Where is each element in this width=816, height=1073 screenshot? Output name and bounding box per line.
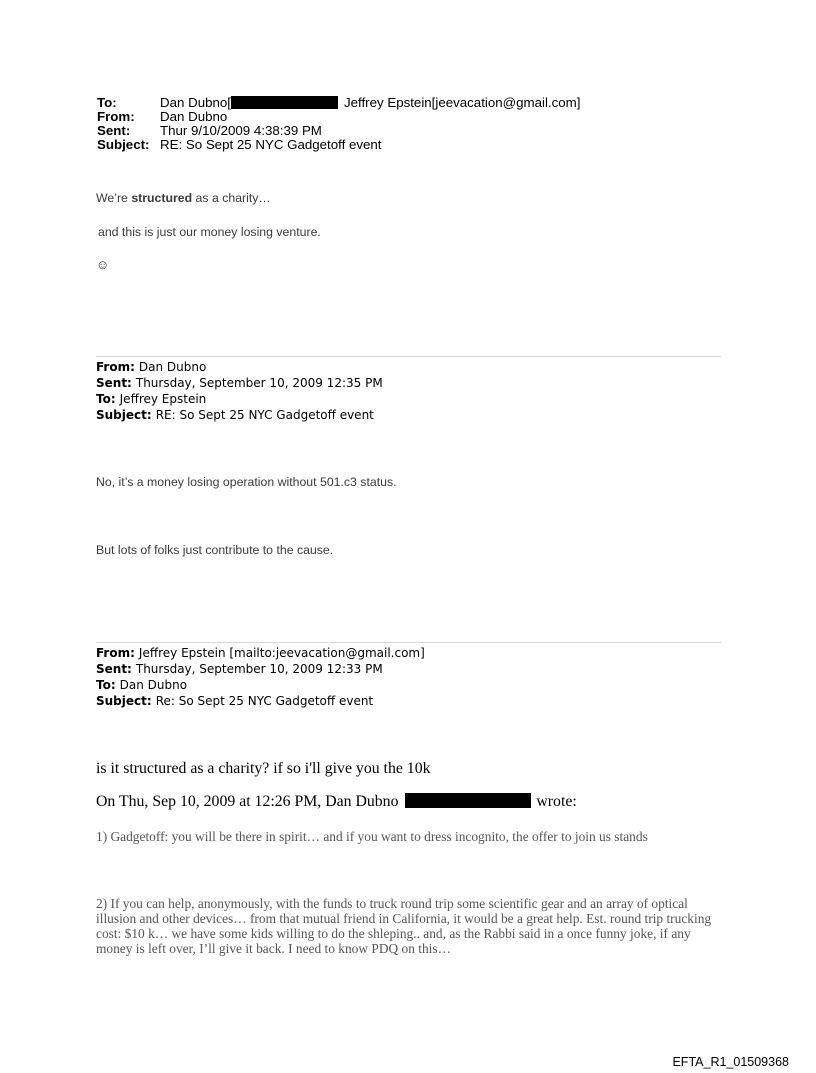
quote1-sent-value: Thursday, September 10, 2009 12:35 PM (135, 376, 383, 390)
quote1-subject-label: Subject: (96, 408, 152, 422)
quote1-line-1: No, it’s a money losing operation without 501.c3 status. (96, 475, 397, 489)
header-subject-row (97, 138, 580, 152)
quote2-from-value: Jeffrey Epstein [mailto:jeevacation@gmail.com] (138, 646, 425, 660)
quote2-to-value: Dan Dubno (119, 678, 188, 692)
quote1-from-value: Dan Dubno (138, 360, 207, 374)
quote2-sent-label: Sent: (96, 662, 132, 676)
subject-value: RE: So Sept 25 NYC Gadgetoff event (160, 137, 382, 152)
quote1-to-row (96, 391, 383, 407)
quote1-sent-row (96, 375, 383, 391)
quote2-header (96, 645, 425, 709)
quote2-from-label: From: (96, 646, 135, 660)
redaction-bar (231, 96, 338, 109)
body-line-1-prefix: We’re (96, 191, 132, 205)
from-value: Dan Dubno (160, 109, 228, 124)
sent-label: Sent: (97, 123, 131, 138)
to-rest: Jeffrey Epstein[jeevacation@gmail.com] (343, 95, 581, 110)
sent-value: Thur 9/10/2009 4:38:39 PM (160, 123, 322, 138)
quote2-sent-row (96, 661, 425, 677)
header-to-row (97, 96, 580, 110)
quote2-from-row (96, 645, 425, 661)
quote1-to-value: Jeffrey Epstein (119, 392, 207, 406)
quote1-subject-value: RE: So Sept 25 NYC Gadgetoff event (155, 408, 374, 422)
quote1-line-2: But lots of folks just contribute to the cause. (96, 543, 334, 557)
quote2-subject-value: Re: So Sept 25 NYC Gadgetoff event (155, 694, 374, 708)
divider (96, 356, 721, 357)
body-line-1-suffix: as a charity… (192, 191, 271, 205)
redaction-bar (405, 793, 531, 808)
body-line-1-bold: structured (131, 191, 193, 205)
quote1-subject-row (96, 407, 383, 423)
quote2-on-prefix: On Thu, Sep 10, 2009 at 12:26 PM, Dan Dubno (96, 793, 399, 810)
quote1-sent-label: Sent: (96, 376, 132, 390)
document-id: EFTA_R1_01509368 (672, 1055, 789, 1069)
quote2-on-suffix: wrote: (536, 793, 577, 810)
quote2-item-1: 1) Gadgetoff: you will be there in spirit… and if you want to dress incognito, the offer to join us stands (96, 829, 648, 844)
quote2-sent-value: Thursday, September 10, 2009 12:33 PM (135, 662, 383, 676)
quote2-to-label: To: (96, 678, 116, 692)
quote2-subject-label: Subject: (96, 694, 152, 708)
to-label: To: (97, 95, 117, 110)
body-line-1 (96, 191, 271, 205)
quote2-item-2: 2) If you can help, anonymously, with the funds to truck round trip some scientific gear and an array of optical illusion and other devices… from that mutual friend in California, it would be a great help. Est. round trip trucking cost: $10 k… we have some kids willing to do the shleping.. and, as the Rabbi said in a once funny joke, if any money is left over, I’ll give it back. I need to know PDQ on this… (96, 896, 712, 956)
quote1-header (96, 359, 383, 423)
body-line-2: and this is just our money losing venture. (98, 225, 321, 239)
header-from-row (97, 110, 580, 124)
quote1-from-label: From: (96, 360, 135, 374)
quote1-to-label: To: (96, 392, 116, 406)
from-label: From: (97, 109, 135, 124)
subject-label: Subject: (97, 137, 150, 152)
divider (96, 642, 721, 643)
quote2-subject-row (96, 693, 425, 709)
quote2-on-line (96, 793, 577, 811)
email-header (97, 96, 580, 152)
to-name: Dan Dubno[ (160, 95, 231, 110)
quote2-to-row (96, 677, 425, 693)
quote1-from-row (96, 359, 383, 375)
header-sent-row (97, 124, 580, 138)
quote2-question: is it structured as a charity? if so i'll give you the 10k (96, 760, 431, 777)
smiley-icon: ☺ (96, 257, 110, 272)
